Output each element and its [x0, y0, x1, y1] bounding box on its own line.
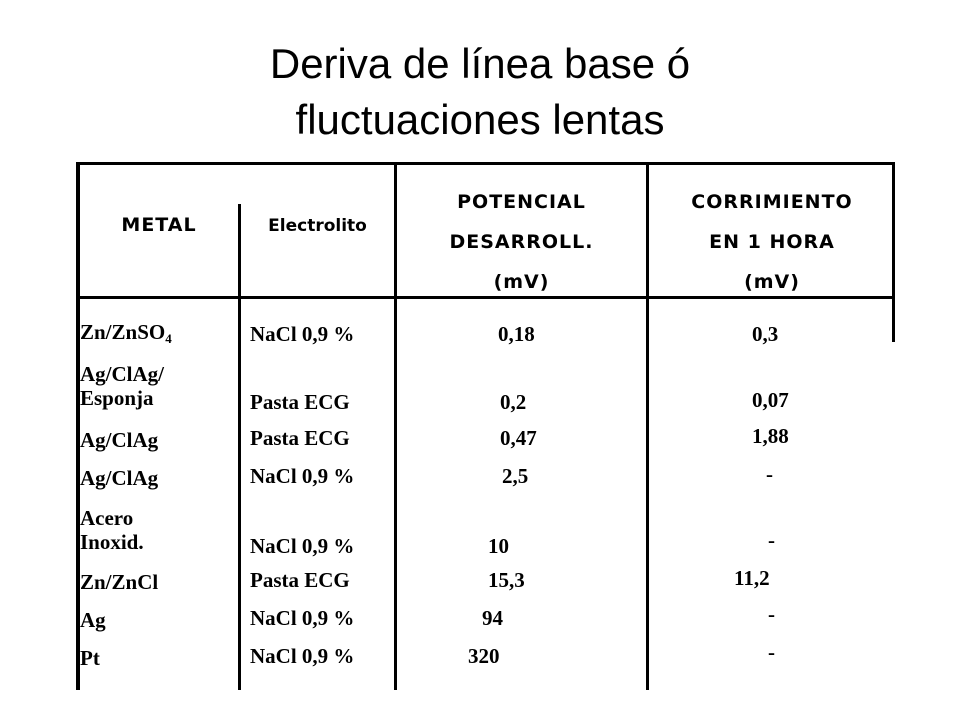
cell-potencial: 10 [488, 534, 509, 558]
cell-metal [80, 506, 238, 554]
header-corrimiento-line: (mV) [744, 271, 800, 293]
header-corrimiento [649, 182, 895, 302]
header-potencial-line: POTENCIAL [457, 191, 586, 213]
cell-corrimiento: 0,07 [752, 388, 789, 412]
cell-electrolito: Pasta ECG [250, 568, 350, 592]
slide-title [0, 36, 960, 148]
header-electrolito: Electrolito [268, 216, 367, 236]
cell-potencial: 15,3 [488, 568, 525, 592]
table-rule [76, 162, 894, 165]
cell-corrimiento: - [768, 640, 775, 664]
cell-metal: Zn/ZnCl [80, 570, 159, 594]
header-corrimiento-line: EN 1 HORA [709, 231, 835, 253]
cell-electrolito: NaCl 0,9 % [250, 534, 355, 558]
cell-potencial: 94 [482, 606, 503, 630]
cell-metal-line: Inoxid. [80, 530, 144, 554]
cell-electrolito: Pasta ECG [250, 426, 350, 450]
slide-title-line-1: Deriva de línea base ó [269, 40, 691, 87]
cell-metal-line: Ag/ClAg/ [80, 362, 164, 386]
table-rule [238, 204, 241, 690]
cell-corrimiento: - [768, 602, 775, 626]
header-potencial-line: (mV) [493, 271, 550, 293]
cell-electrolito: NaCl 0,9 % [250, 644, 355, 668]
cell-potencial: 2,5 [502, 464, 529, 488]
cell-metal-text: Zn/ZnSO [80, 320, 166, 344]
cell-corrimiento: - [766, 462, 773, 486]
cell-corrimiento: 0,3 [752, 322, 779, 346]
header-corrimiento-line: CORRIMIENTO [691, 191, 853, 213]
cell-metal-line: Acero [80, 506, 134, 530]
cell-corrimiento: 11,2 [734, 566, 770, 590]
cell-electrolito: NaCl 0,9 % [250, 464, 355, 488]
cell-metal-subscript: 4 [165, 331, 172, 346]
header-metal: METAL [121, 214, 197, 236]
header-potencial-line: DESARROLL. [449, 231, 594, 253]
cell-metal [80, 320, 238, 351]
cell-metal: Ag/ClAg [80, 428, 159, 452]
electrode-table [76, 162, 898, 690]
cell-corrimiento: 1,88 [752, 424, 789, 448]
cell-electrolito: NaCl 0,9 % [250, 606, 355, 630]
cell-metal: Pt [80, 646, 100, 670]
cell-potencial: 0,18 [498, 322, 535, 346]
cell-potencial: 0,2 [500, 390, 527, 414]
cell-electrolito: NaCl 0,9 % [250, 322, 355, 346]
cell-corrimiento: - [768, 528, 775, 552]
header-potencial [397, 182, 646, 302]
slide-title-line-2: fluctuaciones lentas [295, 96, 665, 143]
cell-metal: Ag [80, 608, 106, 632]
cell-metal: Ag/ClAg [80, 466, 159, 490]
cell-potencial: 0,47 [500, 426, 537, 450]
cell-metal [80, 362, 238, 410]
cell-potencial: 320 [468, 644, 500, 668]
cell-electrolito: Pasta ECG [250, 390, 350, 414]
cell-metal-line: Esponja [80, 386, 154, 410]
